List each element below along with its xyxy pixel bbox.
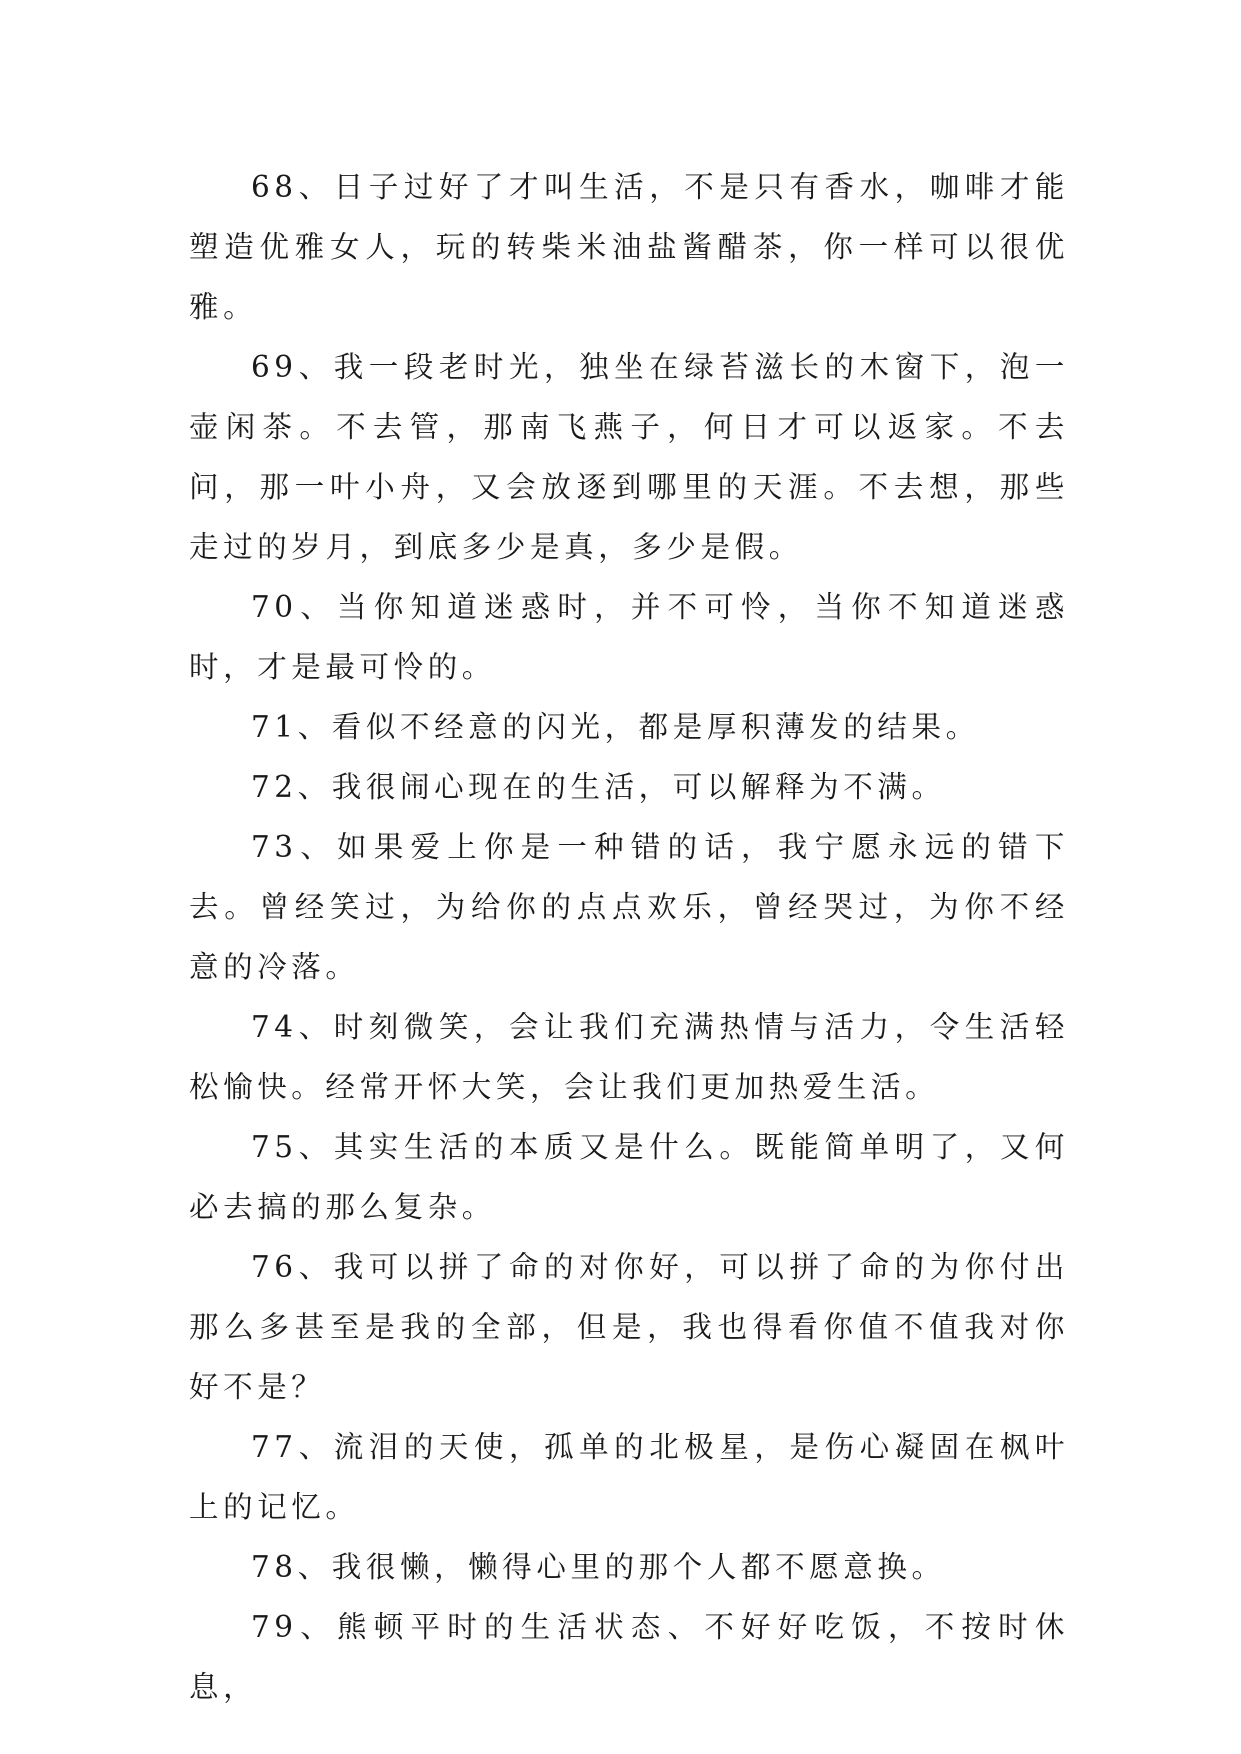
paragraph-77: 77、流泪的天使，孤单的北极星，是伤心凝固在枫叶上的记忆。: [189, 1430, 1069, 1524]
paragraph-68: 68、日子过好了才叫生活，不是只有香水，咖啡才能塑造优雅女人，玩的转柴米油盐酱醋茶，你一样可以很优雅。: [189, 170, 1069, 324]
paragraph-79: 79、熊顿平时的生活状态、不好好吃饭，不按时休息，: [189, 1610, 1069, 1704]
document-body: [189, 157, 1069, 1717]
paragraph-73: 73、如果爱上你是一种错的话，我宁愿永远的错下去。曾经笑过，为给你的点点欢乐，曾经哭过，为你不经意的冷落。: [189, 830, 1069, 984]
paragraph-72: 72、我很闹心现在的生活，可以解释为不满。: [250, 770, 946, 804]
paragraph-71: 71、看似不经意的闪光，都是厚积薄发的结果。: [250, 710, 980, 744]
paragraph-69: 69、我一段老时光，独坐在绿苔滋长的木窗下，泡一壶闲茶。不去管，那南飞燕子，何日才可以返家。不去问，那一叶小舟，又会放逐到哪里的天涯。不去想，那些走过的岁月，到底多少是真，多少是假。: [189, 350, 1069, 564]
paragraph-75: 75、其实生活的本质又是什么。既能简单明了，又何必去搞的那么复杂。: [189, 1130, 1069, 1224]
paragraph-74: 74、时刻微笑，会让我们充满热情与活力，令生活轻松愉快。经常开怀大笑，会让我们更加热爱生活。: [189, 1010, 1069, 1104]
paragraph-76: 76、我可以拼了命的对你好，可以拼了命的为你付出那么多甚至是我的全部，但是，我也得看你值不值我对你好不是？: [189, 1250, 1069, 1404]
paragraph-78: 78、我很懒，懒得心里的那个人都不愿意换。: [250, 1550, 946, 1584]
paragraph-70: 70、当你知道迷惑时，并不可怜，当你不知道迷惑时，才是最可怜的。: [189, 590, 1069, 684]
